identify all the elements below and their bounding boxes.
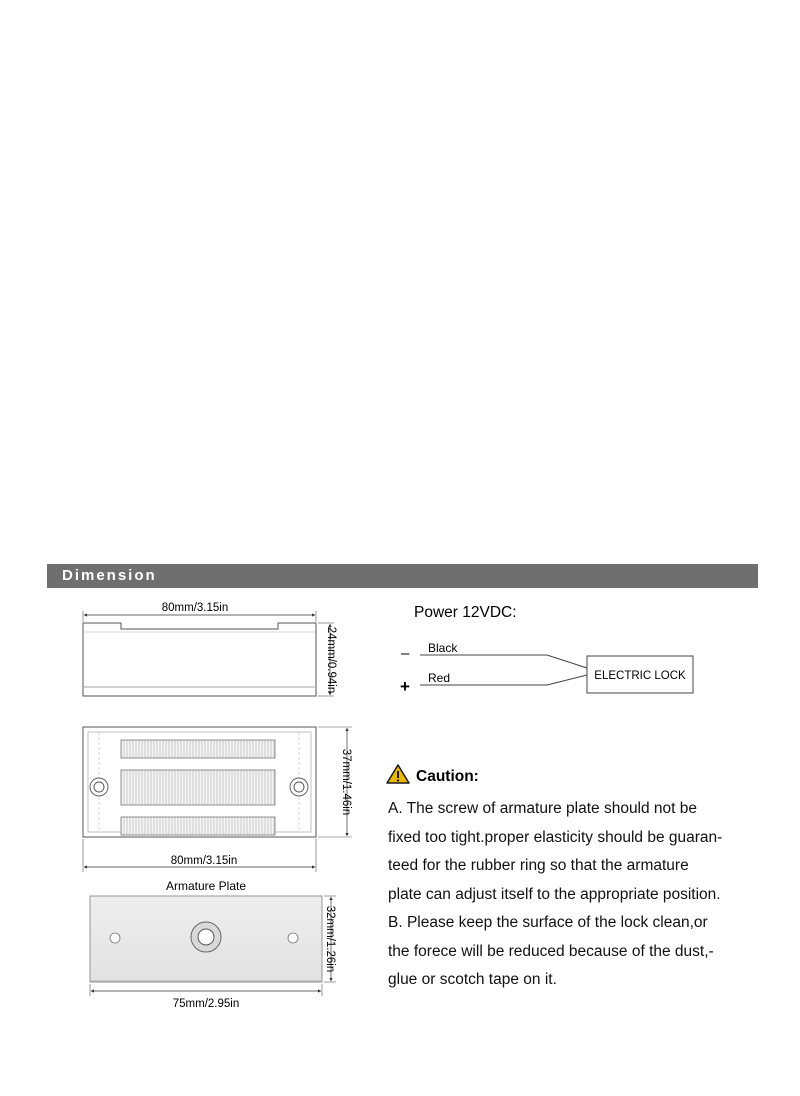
- label-red-wire: Red: [428, 671, 451, 685]
- label-plate-height: 32mm/1.26in: [323, 905, 336, 973]
- dimension-line-plate-width: [90, 984, 322, 996]
- caution-line: the forece will be reduced because of the dust,-: [388, 942, 714, 960]
- label-front-width: 80mm/3.15in: [170, 855, 238, 867]
- armature-plate: [90, 896, 322, 982]
- lock-side-view: [83, 623, 316, 696]
- caution-line: teed for the rubber ring so that the armature: [388, 857, 689, 874]
- label-minus: –: [401, 645, 410, 662]
- mounting-hole-right: [290, 778, 308, 796]
- caution-line: glue or scotch tape on it.: [388, 971, 557, 988]
- caution-text: [388, 795, 748, 995]
- mounting-hole-left: [90, 778, 108, 796]
- caution-title: Caution:: [416, 768, 479, 785]
- label-armature-plate: Armature Plate: [165, 879, 247, 893]
- black-wire: [420, 655, 587, 668]
- caution-line: A. The screw of armature plate should not be: [388, 800, 698, 817]
- label-plus: +: [400, 677, 410, 696]
- label-power: Power 12VDC:: [414, 604, 517, 621]
- label-top-width: 80mm/3.15in: [161, 602, 229, 614]
- section-header-dimension: Dimension: [47, 564, 758, 588]
- label-front-height: 37mm/1.46in: [339, 748, 352, 816]
- label-electric-lock: ELECTRIC LOCK: [594, 670, 686, 682]
- caution-line: B. Please keep the surface of the lock clean,or: [388, 914, 708, 931]
- caution-line: plate can adjust itself to the appropriate position.: [388, 885, 721, 903]
- caution-line: fixed too tight.proper elasticity should be guaran-: [388, 828, 723, 846]
- label-top-height: 24mm/0.94in: [324, 626, 337, 694]
- label-black-wire: Black: [428, 641, 458, 655]
- lock-front-view: [83, 727, 316, 837]
- label-plate-width: 75mm/2.95in: [172, 998, 240, 1010]
- warning-icon: [387, 765, 409, 783]
